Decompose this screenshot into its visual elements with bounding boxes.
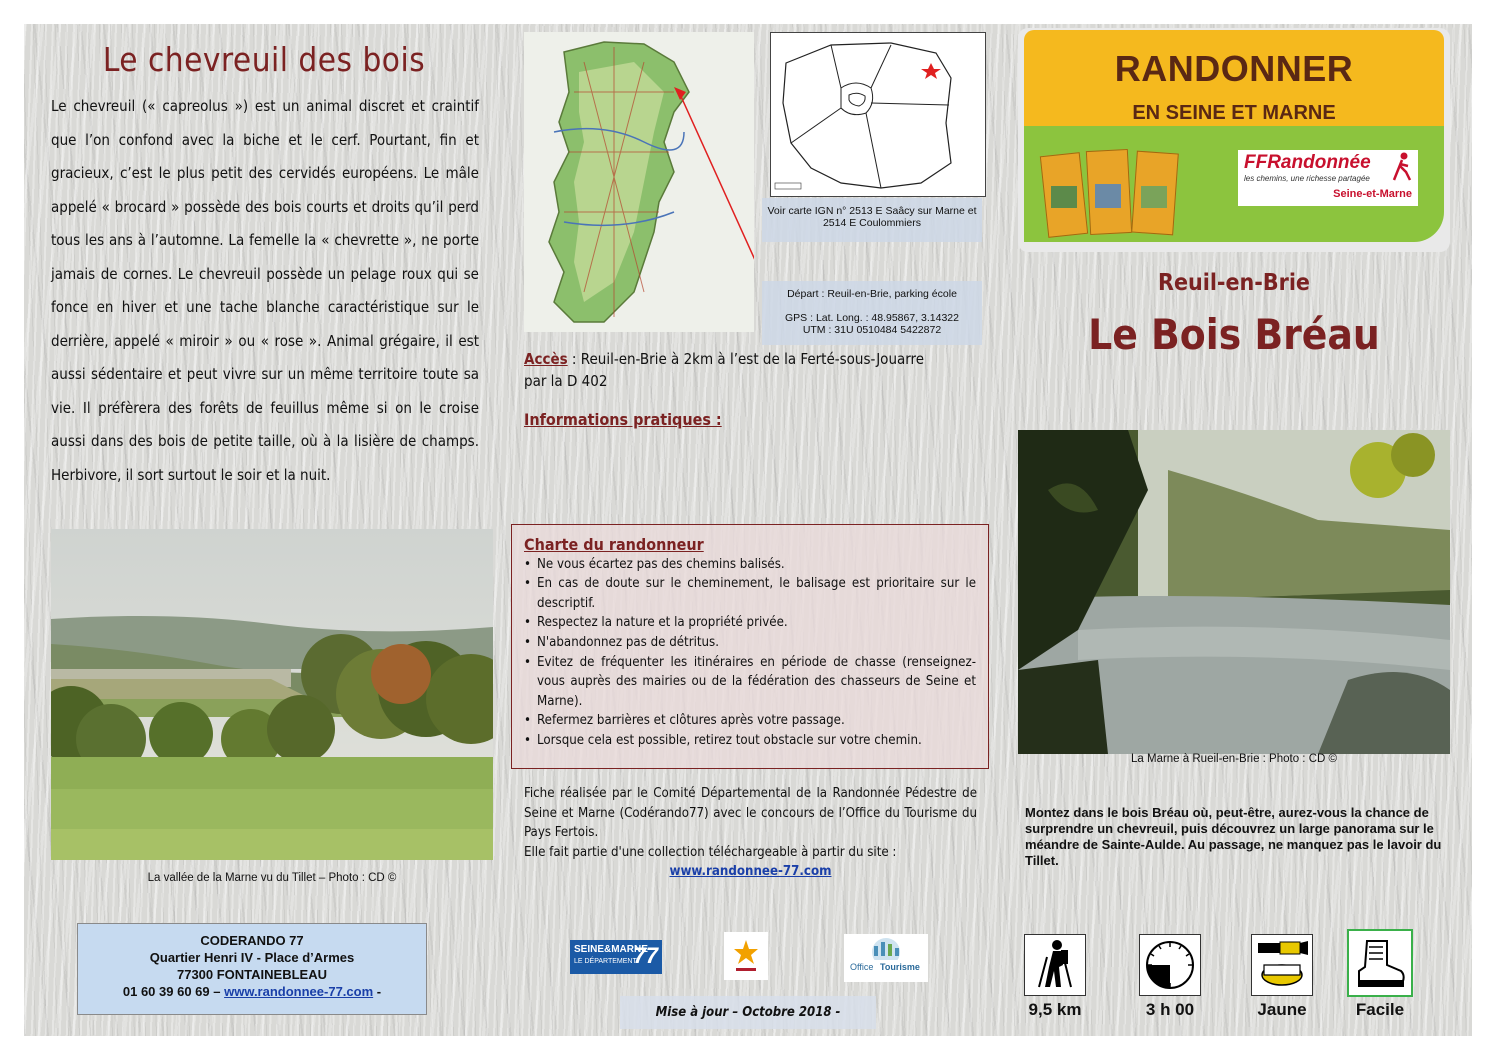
credits-text	[524, 784, 977, 882]
charter-item: • En cas de doute sur le cheminement, le balisage est prioritaire sur le descriptif.	[524, 574, 976, 613]
hike-description: Montez dans le bois Bréau où, peut-être, aurez-vous la chance de surprendre un chevreuil, puis découvrez un large panorama sur le méandre de Sainte-Aulde. Au passage, ne manquez pas le lavoir du Tillet.	[1025, 805, 1442, 868]
hike-location: Reuil-en-Brie	[1158, 270, 1310, 296]
tourism-star-logo	[724, 932, 768, 980]
contact-city: 77300 FONTAINEBLEAU	[176, 967, 327, 982]
ffr-tagline: les chemins, une richesse partagée	[1244, 174, 1370, 183]
hike-title: Le Bois Bréau	[1088, 310, 1380, 359]
marking-color-label: Jaune	[1257, 1000, 1307, 1019]
charter-item: • N'abandonnez pas de détritus.	[524, 633, 976, 653]
contact-website-link[interactable]: www.randonnee-77.com	[224, 984, 374, 999]
office-tourisme-logo-line2: Tourisme	[880, 962, 920, 972]
department-map	[524, 32, 754, 332]
seine-marne-logo-number: 77	[633, 943, 658, 968]
office-tourisme-logo-line1: Office	[850, 962, 874, 972]
update-date: Mise à jour – Octobre 2018 -	[620, 996, 876, 1029]
charter-item: • Refermez barrières et clôtures après votre passage.	[524, 711, 976, 731]
charter-title: Charte du randonneur	[524, 535, 704, 554]
banner-title: RANDONNER	[1114, 48, 1354, 89]
credits-collection: Elle fait partie d'une collection téléchargeable à partir du site :	[524, 844, 897, 860]
access-info	[524, 348, 934, 392]
banner-subtitle: EN SEINE ET MARNE	[1132, 102, 1336, 124]
contact-street: Quartier Henri IV - Place d’Armes	[149, 950, 355, 965]
access-text: : Reuil-en-Brie à 2km à l’est de la Ferté-sous-Jouarre par la D 402	[524, 350, 925, 390]
hiker-icon	[1024, 934, 1086, 996]
duration-label: 3 h 00	[1145, 1000, 1195, 1019]
difficulty-label: Facile	[1355, 1000, 1405, 1019]
gps-text: GPS : Lat. Long. : 48.95867, 3.14322	[785, 312, 959, 324]
charter-list	[524, 555, 976, 751]
seine-marne-logo	[570, 940, 662, 974]
charter-item: • Respectez la nature et la propriété privée.	[524, 613, 976, 633]
ign-map-note: Voir carte IGN n° 2513 E Saâcy sur Marne et 2514 E Coulommiers	[762, 198, 982, 242]
charter-item: • Ne vous écartez pas des chemins balisés.	[524, 555, 976, 575]
access-label: Accès	[524, 350, 568, 368]
boot-icon	[1347, 929, 1413, 997]
contact-box	[77, 923, 427, 1015]
contact-dash: -	[376, 984, 382, 999]
ffr-region: Seine-et-Marne	[1333, 188, 1412, 200]
credits-body: Fiche réalisée par le Comité Départemental de la Randonnée Pédestre de Seine et Marne (Codérando77) avec le concours de l’Office du Tourisme du Pays Fertois.	[524, 786, 977, 841]
valley-photo	[51, 529, 493, 860]
contact-phone-row	[78, 983, 426, 1000]
office-tourisme-logo	[844, 934, 928, 982]
ffr-walker-icon	[1390, 152, 1414, 182]
contact-phone: 01 60 39 60 69 –	[122, 984, 221, 999]
marne-river-photo	[1018, 430, 1450, 754]
seine-marne-logo-line1: SEINE&MARNE	[574, 944, 648, 955]
randonner-banner	[1018, 28, 1450, 252]
ffr-name: FFRandonnée	[1244, 152, 1371, 173]
charter-item: • Evitez de fréquenter les itinéraires en période de chasse (renseignez-vous auprès des mairies ou de la fédération des chasseurs de Seine et Marne).	[524, 653, 976, 712]
departure-text: Départ : Reuil-en-Brie, parking école	[787, 288, 957, 300]
contact-org: CODERANDO 77	[200, 933, 304, 948]
ffrandonnee-logo	[1238, 150, 1418, 206]
region-map	[770, 32, 986, 197]
valley-photo-caption: La vallée de la Marne vu du Tillet – Photo : CD ©	[147, 872, 397, 884]
river-photo-caption: La Marne à Rueil-en-Brie : Photo : CD ©	[1131, 753, 1337, 765]
brochure-page	[24, 24, 1472, 1036]
credits-website-link[interactable]: www.randonnee-77.com	[669, 864, 832, 880]
hiker-charter-box	[511, 524, 989, 769]
distance-label: 9,5 km	[1028, 1000, 1082, 1019]
charter-item: • Lorsque cela est possible, retirez tout obstacle sur votre chemin.	[524, 731, 976, 751]
utm-text: UTM : 31U 0510484 5422872	[802, 324, 942, 336]
left-title: Le chevreuil des bois	[102, 40, 426, 79]
chevreuil-text: Le chevreuil (« capreolus ») est un animal discret et craintif que l’on confond avec la biche et le cerf. Pourtant, fin et gracieux, c’est le plus petit des cervidés européens. Le mâle appelé « brocard » possède des bois courts et droits qu’il perd tous les ans à l’automne. La femelle la « chevrette », ne porte jamais de cornes. Le chevreuil possède un pelage roux qui se fonce en hiver et une tache blanche caractéristique sur le derrière, appelé « miroir » ou « rose ». Animal grégaire, il est aussi sédentaire et peut vivre sur un même territoire toute sa vie. Il préfèrera des forêts de feuillus même si on le croise aussi dans des bois de petite taille, où à la lisière de champs. Herbivore, il sort surtout le soir et la nuit.	[51, 97, 479, 484]
practical-info-title: Informations pratiques :	[524, 410, 722, 429]
clock-icon	[1139, 934, 1201, 996]
departure-box	[762, 281, 982, 345]
paint-brush-icon	[1251, 934, 1313, 996]
seine-marne-logo-line2: LE DÉPARTEMENT	[574, 958, 637, 965]
